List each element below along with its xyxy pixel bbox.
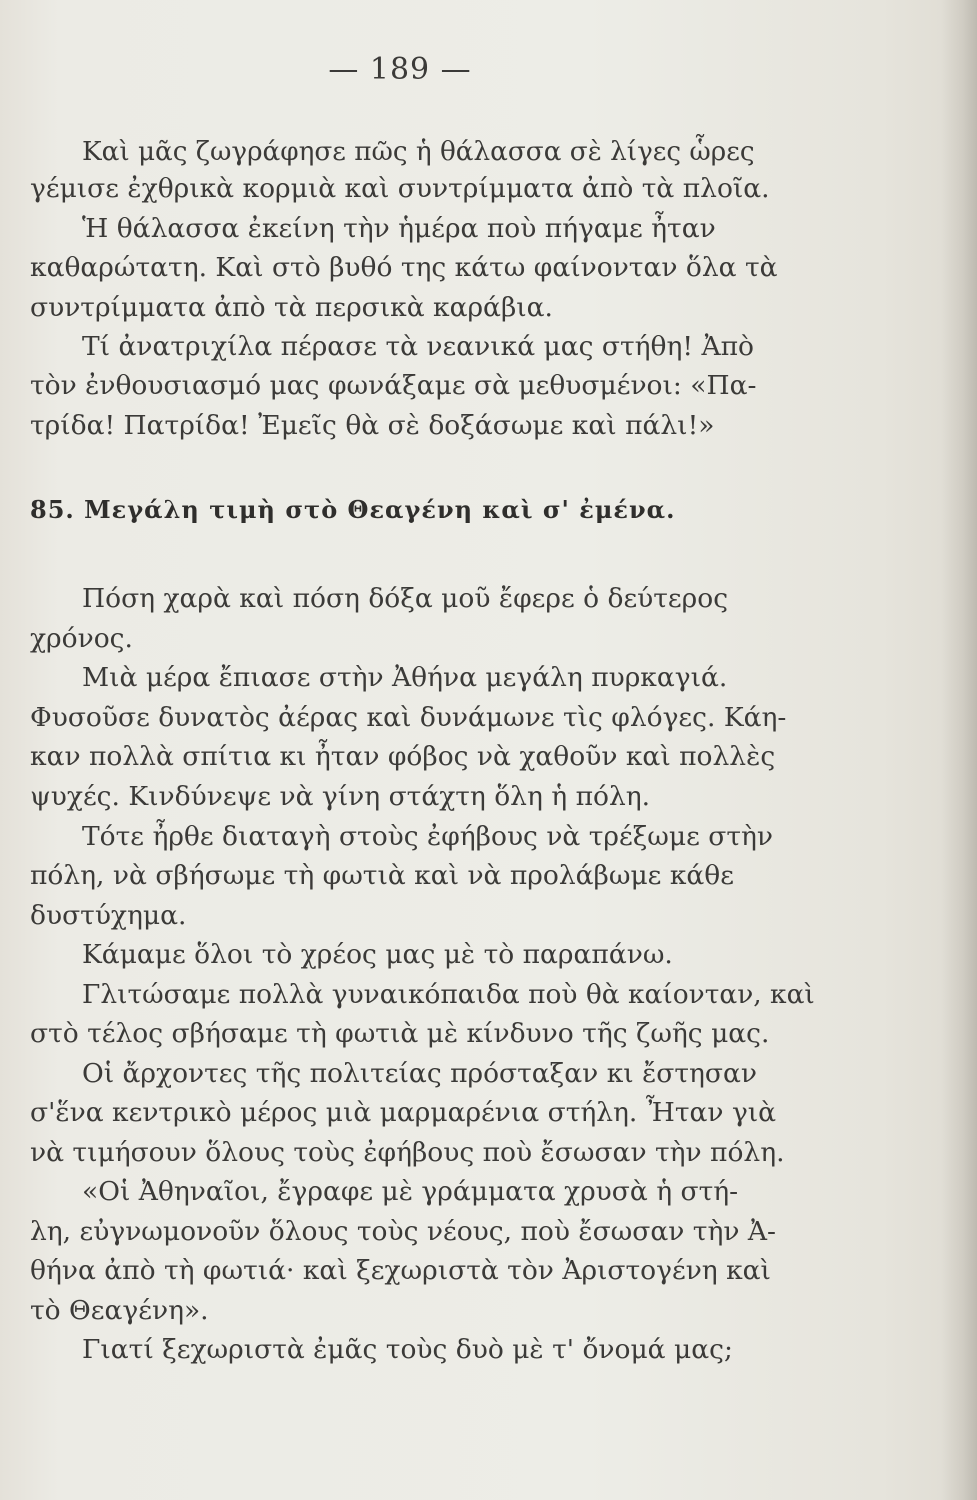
text-line: Γλιτώσαμε πολλὰ γυναικόπαιδα ποὺ θὰ καίονταν, καὶ xyxy=(82,979,815,1010)
section-heading: 85. Μεγάλη τιμὴ στὸ Θεαγένη καὶ σ' ἐμένα. xyxy=(30,495,676,524)
text-line: Πόση χαρὰ καὶ πόση δόξα μοῦ ἔφερε ὁ δεύτερος xyxy=(82,583,729,614)
text-line: Οἱ ἄρχοντες τῆς πολιτείας πρόσταξαν κι ἔστησαν xyxy=(82,1058,758,1089)
text-line: πόλη, νὰ σβήσωμε τὴ φωτιὰ καὶ νὰ προλάβωμε κάθε xyxy=(30,860,734,891)
page-edge-shadow xyxy=(941,0,977,1500)
text-line: τὸ Θεαγένη». xyxy=(30,1295,209,1326)
text-line: νὰ τιμήσουν ὅλους τοὺς ἐφήβους ποὺ ἔσωσαν τὴν πόλη. xyxy=(30,1137,785,1168)
text-line: τρίδα! Πατρίδα! Ἐμεῖς θὰ σὲ δοξάσωμε καὶ πάλι!» xyxy=(30,410,715,441)
text-line: καθαρώτατη. Καὶ στὸ βυθό της κάτω φαίνονταν ὅλα τὰ xyxy=(30,252,778,283)
text-line: Μιὰ μέρα ἔπιασε στὴν Ἀθήνα μεγάλη πυρκαγιά. xyxy=(82,662,728,693)
text-line: λη, εὐγνωμονοῦν ὅλους τοὺς νέους, ποὺ ἔσωσαν τὴν Ἀ- xyxy=(30,1216,776,1247)
text-line: ψυχές. Κινδύνεψε νὰ γίνη στάχτη ὅλη ἡ πόλη. xyxy=(30,781,651,812)
text-line: Κάμαμε ὅλοι τὸ χρέος μας μὲ τὸ παραπάνω. xyxy=(82,939,673,970)
text-line: δυστύχημα. xyxy=(30,900,187,931)
text-line: καν πολλὰ σπίτια κι ἦταν φόβος νὰ χαθοῦν καὶ πολλὲς xyxy=(30,741,776,772)
text-line: στὸ τέλος σβήσαμε τὴ φωτιὰ μὲ κίνδυνο τῆς ζωῆς μας. xyxy=(30,1018,770,1049)
page-number: — 189 — xyxy=(328,52,472,87)
text-line: Τί ἀνατριχίλα πέρασε τὰ νεανικά μας στήθη! Ἀπὸ xyxy=(82,331,754,362)
text-line: Φυσοῦσε δυνατὸς ἀέρας καὶ δυνάμωνε τὶς φλόγες. Κάη- xyxy=(30,702,787,733)
text-line: Γιατί ξεχωριστὰ ἐμᾶς τοὺς δυὸ μὲ τ' ὄνομά μας; xyxy=(82,1334,733,1365)
text-line: Καὶ μᾶς ζωγράφησε πῶς ἡ θάλασσα σὲ λίγες ὧρες xyxy=(82,136,755,167)
text-line: θήνα ἀπὸ τὴ φωτιά· καὶ ξεχωριστὰ τὸν Ἀριστογένη καὶ xyxy=(30,1255,771,1286)
text-line: γέμισε ἐχθρικὰ κορμιὰ καὶ συντρίμματα ἀπὸ τὰ πλοῖα. xyxy=(30,173,770,204)
text-line: χρόνος. xyxy=(30,623,133,654)
text-line: Ἡ θάλασσα ἐκείνη τὴν ἡμέρα ποὺ πήγαμε ἦταν xyxy=(82,213,716,244)
text-line: σ'ἕνα κεντρικὸ μέρος μιὰ μαρμαρένια στήλη. Ἦταν γιὰ xyxy=(30,1097,777,1128)
text-line: συντρίμματα ἀπὸ τὰ περσικὰ καράβια. xyxy=(30,292,553,323)
text-line: Τότε ἦρθε διαταγὴ στοὺς ἐφήβους νὰ τρέξωμε στὴν xyxy=(82,821,774,852)
text-line: «Οἱ Ἀθηναῖοι, ἔγραφε μὲ γράμματα χρυσὰ ἡ στή- xyxy=(82,1176,739,1207)
text-line: τὸν ἐνθουσιασμό μας φωνάξαμε σὰ μεθυσμένοι: «Πα- xyxy=(30,370,757,401)
